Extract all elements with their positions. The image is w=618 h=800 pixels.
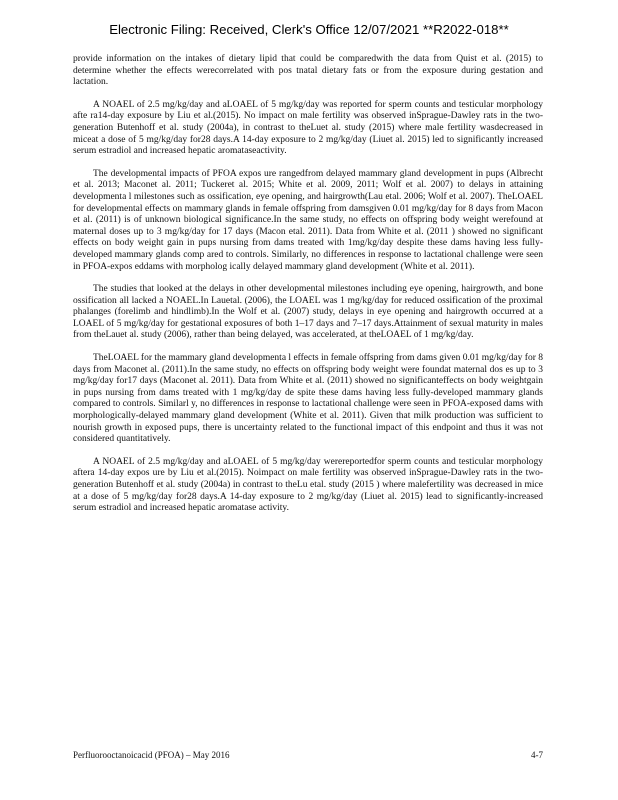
paragraph-noael-sperm-repeat: A NOAEL of 2.5 mg/kg/day and aLOAEL of 5 mg/kg/day werereportedfor sperm counts and testicular morphology aftera 14-day expos ure by Liu et al.(2015). Noimpact on male fertility was observed inSprague-Dawley rats in the two-generation Butenhoff et al. study (2004a) in contrast to theLu etal. study (2015 ) where malefertility was decreased in mice at a dose of 5 mg/kg/day for28 days.A 14-day exposure to 2 mg/kg/day (Liuet al. 2015) lead to significantly-increased serum estradiol and increased hepatic aromatase activity. <box>73 456 543 514</box>
paragraph-mammary-loael: TheLOAEL for the mammary gland developmenta l effects in female offspring from dams given 0.01 mg/kg/day for 8 days from Maconet al. (2011).In the same study, no effects on offspring body weight were foundat maternal dos es up to 3 mg/kg/day for17 days (Maconet al. 2011). Data from White et al. (2011) showed no significanteffects on body weightgain in pups nursing from dams treated with 1 mg/kg/day de spite these dams having less fully-developed mammary glands compared to controls. Similarl y, no differences in response to lactational challenge were seen in PFOA-exposed dams with morphologically-delayed mammary gland development (White et al. 2011). Given that milk production was sufficient to nourish growth in exposed pups, there is uncertainty related to the functional impact of this endpoint and thus it was not considered quantitatively. <box>73 353 543 445</box>
document-body <box>73 54 543 526</box>
paragraph-developmental-impacts: The developmental impacts of PFOA expos ure rangedfrom delayed mammary gland development in pups (Albrecht et al. 2013; Maconet al. 2011; Tuckeret al. 2015; White et al. 2009, 2011; Wolf et al. 2007) to delays in attaining developmenta l milestones such as ossification, eye opening, and hairgrowth(Lau etal. 2006; Wolf et al. 2007). TheLOAEL for developmental effects on mammary glands in female offspring from damsgiven 0.01 mg/kg/day for 8 days from Macon et al. (2011) is of unknown biological significance.In the same study, no effects on offspring body weight werefound at maternal doses up to 3 mg/kg/day for 17 days (Macon etal. 2011). Data from White et al. (2011 ) showed no significant effects on body weight gain in pups nursing from dams treated with 1mg/kg/day despite these dams having less fully-developed mammary glands comp ared to controls. Similarly, no differences in response to lactational challenge were seen in PFOA-expos eddams with morpholog ically delayed mammary gland development (White et al. 2011). <box>73 168 543 272</box>
page-number: 4-7 <box>531 750 543 760</box>
paragraph-continuation: provide information on the intakes of dietary lipid that could be comparedwith the data from Quist et al. (2015) to determine whether the effects werecorrelated with pos tnatal dietary fats or from the exposure during gestation and lactation. <box>73 54 543 88</box>
paragraph-noael-sperm: A NOAEL of 2.5 mg/kg/day and aLOAEL of 5 mg/kg/day was reported for sperm counts and testicular morphology afte ra14-day exposure by Liu et al.(2015). No impact on male fertility was observed inSprague-Dawley rats in the two-generation Butenhoff et al. study (2004a), in contrast to theLuet al. study (2015) where male fertility wasdecreased in miceat a dose of 5 mg/kg/day for28 days.A 14-day exposure to 2 mg/kg/day (Liuet al. 2015) led to significantly increased serum estradiol and increased hepatic aromataseactivity. <box>73 99 543 157</box>
paragraph-developmental-milestones: The studies that looked at the delays in other developmental milestones including eye opening, hairgrowth, and bone ossification all lacked a NOAEL.In Lauetal. (2006), the LOAEL was 1 mg/kg/day for reduced ossification of the proximal phalanges (forelimb and hindlimb).In the Wolf et al. (2007) study, delays in eye opening and hairgrowth occurred at a LOAEL of 5 mg/kg/day for gestational exposures of both 1–17 days and 7–17 days.Attainment of sexual maturity in males from theLauet al. study (2006), rather than being delayed, was accelerated, at theLOAEL of 1 mg/kg/day. <box>73 284 543 341</box>
filing-stamp-header: Electronic Filing: Received, Clerk's Office 12/07/2021 **R2022-018** <box>109 22 509 37</box>
footer-document-title: Perfluorooctanoicacid (PFOA) – May 2016 <box>73 750 230 760</box>
